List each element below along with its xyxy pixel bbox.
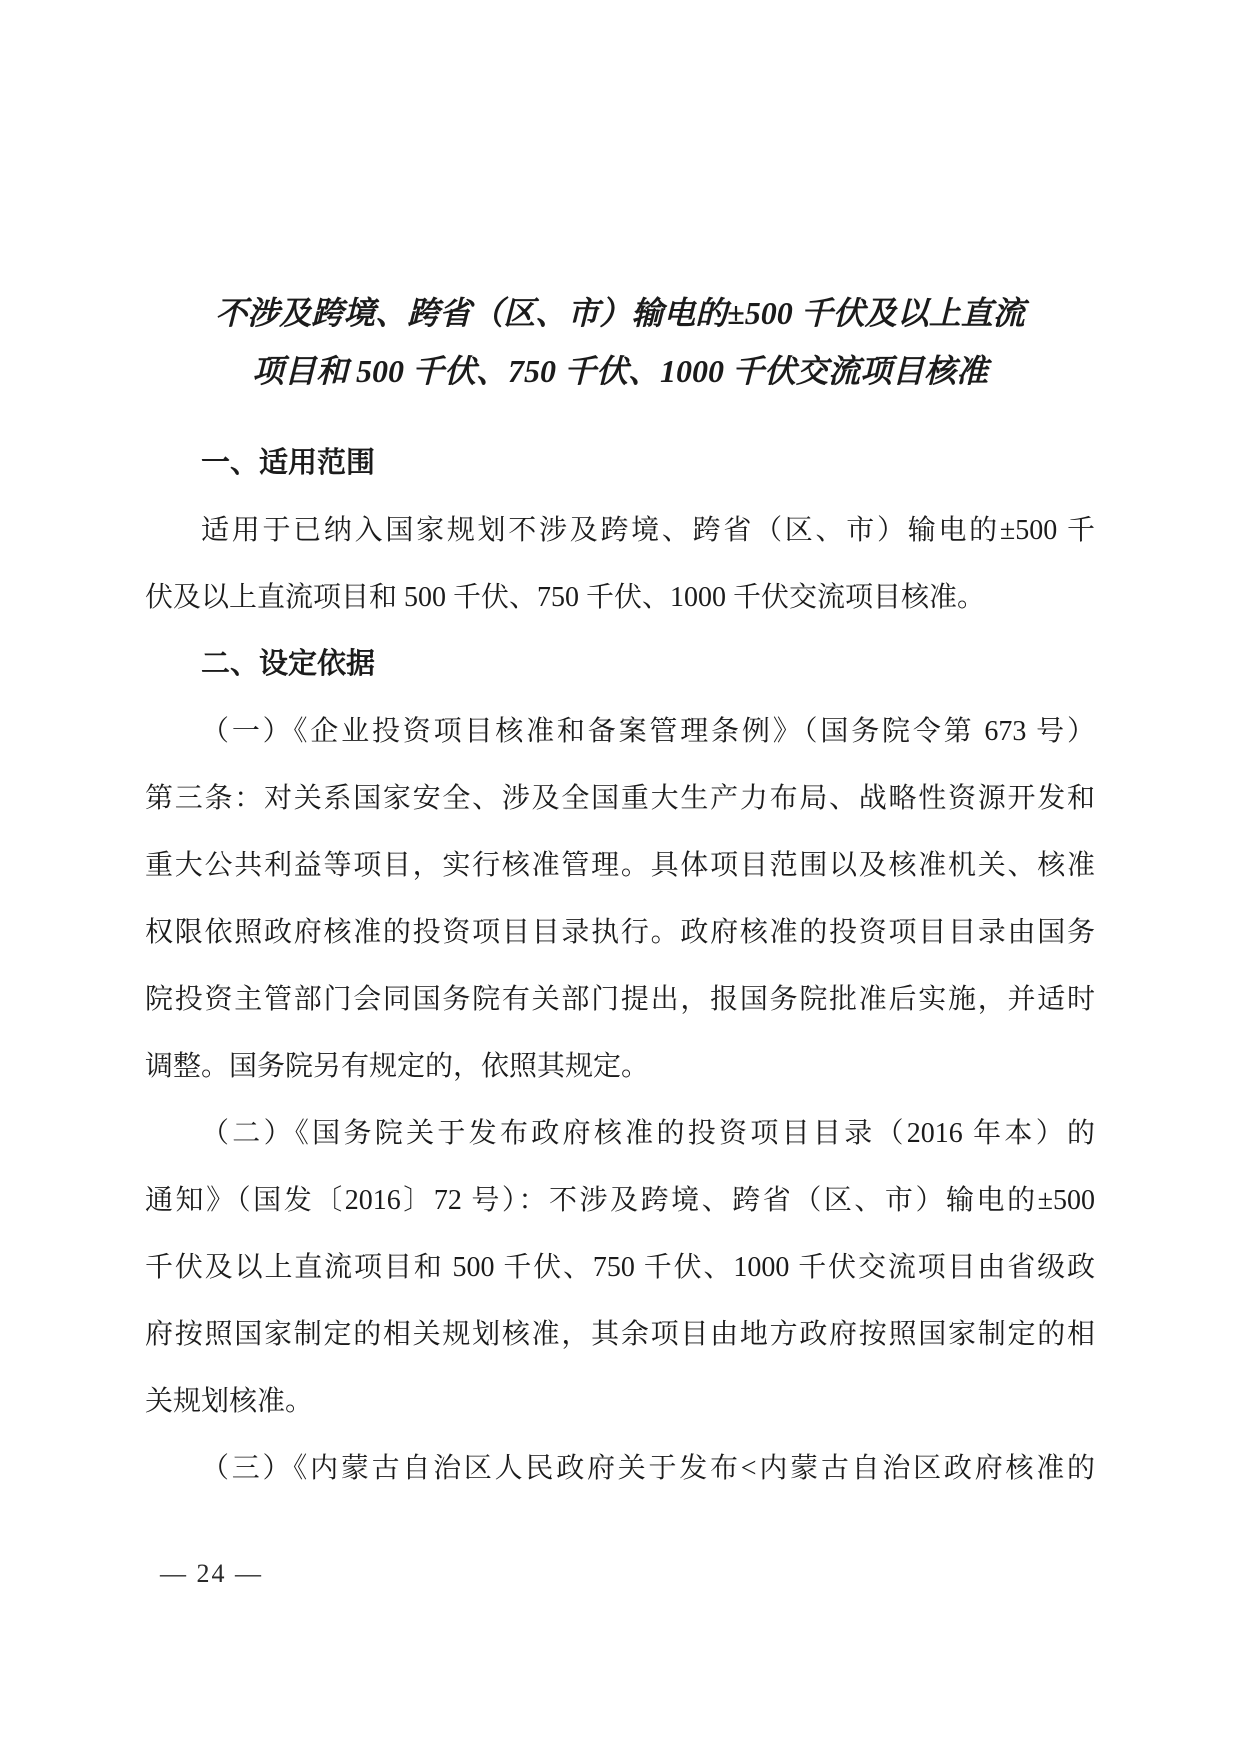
scope-para-line-2: 伏及以上直流项目和 500 千伏、750 千伏、1000 千伏交流项目核准。 (145, 582, 986, 613)
scope-para-line-1: 适用于已纳入国家规划不涉及跨境、跨省（区、市）输电的±500 千 (201, 515, 1095, 546)
basis-item3-line-1: （三）《内蒙古自治区人民政府关于发布<内蒙古自治区政府核准的 (201, 1453, 1095, 1484)
section-heading-scope: 一、适用范围 (201, 447, 376, 479)
basis-item2-line-5: 关规划核准。 (145, 1386, 314, 1417)
basis-item1-line-3: 重大公共利益等项目，实行核准管理。具体项目范围以及核准机关、核准 (145, 850, 1095, 881)
basis-item1-line-6: 调整。国务院另有规定的，依照其规定。 (145, 1051, 650, 1082)
basis-item2-line-2: 通知》（国发〔2016〕72 号）：不涉及跨境、跨省（区、市）输电的±500 (145, 1185, 1095, 1216)
basis-item1-line-4: 权限依照政府核准的投资项目目录执行。政府核准的投资项目目录由国务 (145, 917, 1095, 948)
title-line-2: 项目和 500 千伏、750 千伏、1000 千伏交流项目核准 (251, 353, 988, 389)
document-title (145, 284, 1095, 400)
basis-item1-line-5: 院投资主管部门会同国务院有关部门提出，报国务院批准后实施，并适时 (145, 984, 1095, 1015)
section-heading-basis: 二、设定依据 (201, 648, 376, 680)
basis-item2-line-4: 府按照国家制定的相关规划核准，其余项目由地方政府按照国家制定的相 (145, 1319, 1095, 1350)
basis-item2-line-3: 千伏及以上直流项目和 500 千伏、750 千伏、1000 千伏交流项目由省级政 (145, 1252, 1095, 1283)
title-line-1: 不涉及跨境、跨省（区、市）输电的±500 千伏及以上直流 (215, 295, 1025, 331)
basis-item2-line-1: （二）《国务院关于发布政府核准的投资项目目录（2016 年本）的 (201, 1118, 1095, 1149)
page-number: — 24 — (160, 1559, 263, 1588)
basis-item1-line-2: 第三条：对关系国家安全、涉及全国重大生产力布局、战略性资源开发和 (145, 783, 1095, 814)
basis-item1-line-1: （一）《企业投资项目核准和备案管理条例》（国务院令第 673 号） (201, 716, 1095, 747)
